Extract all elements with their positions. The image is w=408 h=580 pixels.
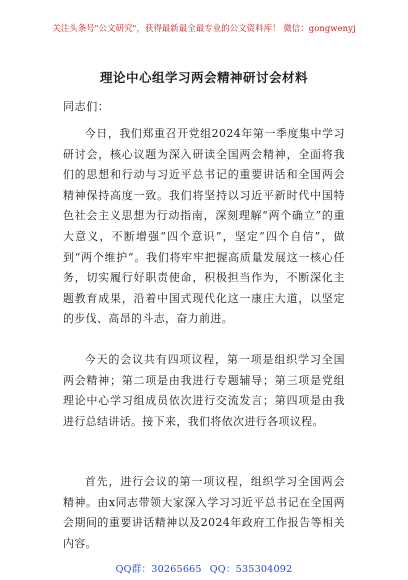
document-title: 理论中心组学习两会精神研讨会材料 [99,70,308,85]
footer-qq-number: QQ：535304092 [209,564,293,575]
footer-contact [0,561,408,575]
footer-qq-group: QQ群：30265665 [115,564,202,575]
body-paragraph: 今日，我们郑重召开党组2024年第一季度集中学习研讨会，核心议题为深入研读全国两会精神，全面将我们的思想和行动与习近平总书记的重要讲话和全国两会精神保持高度一致。我们将坚持以习近平新时代中国特色社会主义思想为行动指南，深刻理解“两个确立”的重大意义，不断增强“四个意识”，坚定“四个自信”，做到“两个维护”。我们将牢牢把握高质量发展这一核心任务，切实履行好职责使命，积极担当作为，不断深化主题教育成果，沿着中国式现代化这一康庄大道，以坚定的步伐、高昂的斗志，奋力前进。 [63,127,345,326]
salutation: 同志们： [63,100,110,113]
body-paragraph: 今天的会议共有四项议程，第一项是组织学习全国两会精神；第二项是由我进行专题辅导；第三项是党组理论中心学习组成员依次进行交流发言；第四项是由我进行总结讲话。接下来，我们将依次进行各项议程。 [63,353,345,428]
body-paragraph: 首先，进行会议的第一项议程，组织学习全国两会精神。由x同志带领大家深入学习习近平总书记在全国两会期间的重要讲话精神以及2024年政府工作报告等相关内容。 [63,475,345,550]
header-banner: 关注头条号"公文研究"，获得最新最全最专业的公文资料库！ 微信：gongwenyj [52,23,356,33]
